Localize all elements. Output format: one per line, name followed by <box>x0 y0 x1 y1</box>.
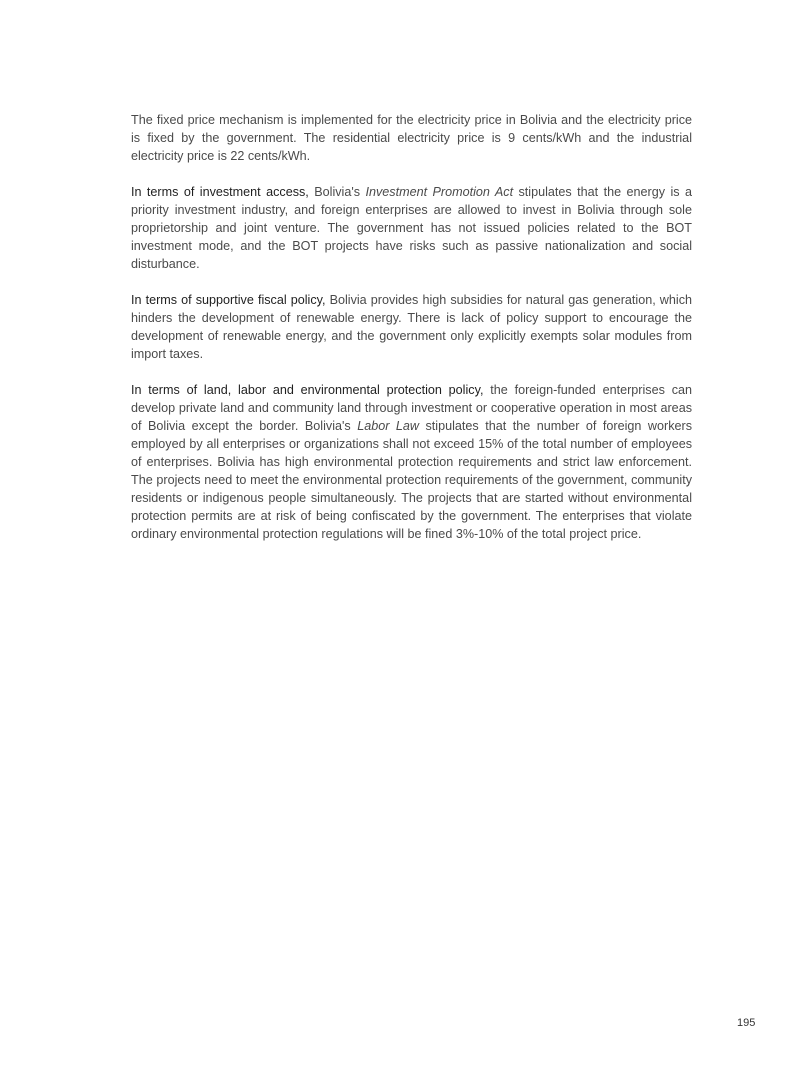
paragraph-lead: In terms of land, labor and environmental protection policy, <box>131 383 484 397</box>
page-number: 195 <box>737 1017 756 1029</box>
law-title: Labor Law <box>357 419 420 433</box>
paragraph-fiscal-policy <box>131 291 692 363</box>
paragraph-text: Bolivia's <box>308 185 366 199</box>
body-text <box>131 111 692 561</box>
paragraph-text: stipulates that the number of foreign workers employed by all enterprises or organizations shall not exceed 15% of the total number of employees of enterprises. Bolivia has high environmental protection requirements and strict law enforcement. The projects need to meet the environmental protection requirements of the government, community residents or indigenous people simultaneously. The projects that are started without environmental protection permits are at risk of being confiscated by the government. The enterprises that violate ordinary environmental protection regulations will be fined 3%-10% of the total project price. <box>131 419 692 541</box>
paragraph-lead: In terms of investment access, <box>131 185 309 199</box>
paragraph-lead: In terms of supportive fiscal policy, <box>131 293 326 307</box>
paragraph-investment-access <box>131 183 692 273</box>
paragraph-text: The fixed price mechanism is implemented for the electricity price in Bolivia and the electricity price is fixed by the government. The residential electricity price is 9 cents/kWh and the industrial electricity price is 22 cents/kWh. <box>131 113 692 163</box>
paragraph-land-labor-environment <box>131 381 692 543</box>
paragraph-text: the foreign-funded enterprises can develop private land and community land through investment or cooperative operation in most areas of Bolivia except the border. Bolivia's <box>131 383 693 433</box>
paragraph-electricity-price <box>131 111 692 165</box>
paragraph-text: Bolivia provides high subsidies for natural gas generation, which hinders the development of renewable energy. There is lack of policy support to encourage the development of renewable energy, and the government only explicitly exempts solar modules from import taxes. <box>131 293 692 361</box>
law-title: Investment Promotion Act <box>365 185 514 199</box>
paragraph-text: stipulates that the energy is a priority investment industry, and foreign enterprises are allowed to invest in Bolivia through sole proprietorship and joint venture. The government has not issued policies related to the BOT investment mode, and the BOT projects have risks such as passive nationalization and social disturbance. <box>131 185 692 271</box>
